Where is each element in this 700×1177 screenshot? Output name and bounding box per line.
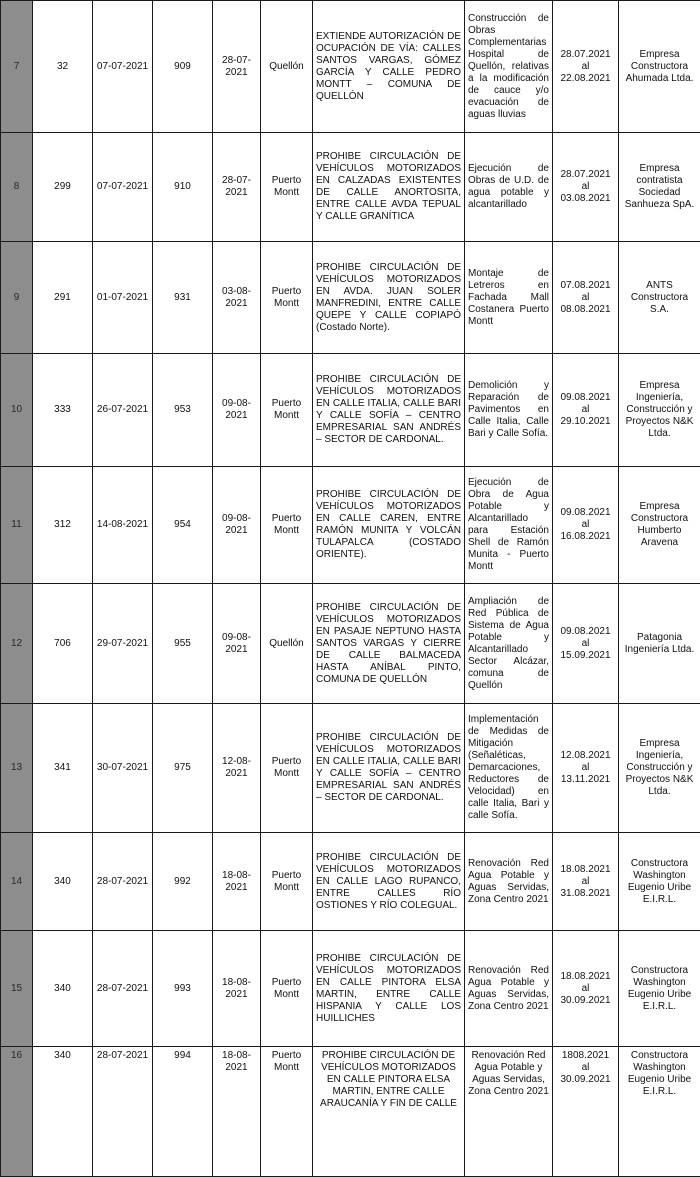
commune: Puerto Montt xyxy=(261,931,313,1047)
work-description: Ampliación de Red Pública de Sistema de Agua Potable y Alcantarillado Sector Alcázar, comuna de Quellón xyxy=(465,584,553,704)
date-al: al xyxy=(581,519,590,530)
resolution-number: 909 xyxy=(153,1,213,133)
row-number: 7 xyxy=(1,1,33,133)
date-to: 30.09.2021 xyxy=(560,1074,611,1085)
date-al: al xyxy=(581,291,590,303)
row-number: 14 xyxy=(1,833,33,931)
traffic-description: PROHIBE CIRCULACIÓN DE VEHÍCULOS MOTORIZADOS EN CALLE PINTORA ELSA MARTIN, ENTRE CALLE ARAUCANÍA Y FIN DE CALLE xyxy=(313,1047,465,1177)
table-row xyxy=(1,133,700,242)
request-number: 291 xyxy=(33,242,93,354)
request-number: 340 xyxy=(33,1047,93,1177)
date-to: 15.09.2021 xyxy=(560,649,611,661)
table-row xyxy=(1,354,700,467)
date-to: 16.08.2021 xyxy=(560,531,611,542)
date-from: 09.08.2021 xyxy=(560,507,611,518)
resolution-date: 09-08-2021 xyxy=(213,354,261,467)
row-number: 15 xyxy=(1,931,33,1047)
resolution-number: 954 xyxy=(153,467,213,584)
traffic-description: EXTIENDE AUTORIZACIÓN DE OCUPACIÓN DE VÍA: CALLES SANTOS VARGAS, GÓMEZ GARCÍA Y CALLE PEDRO MONTT – COMUNA DE QUELLÓN xyxy=(313,1,465,133)
table-row xyxy=(1,467,700,584)
date-range xyxy=(553,467,619,584)
resolution-number: 955 xyxy=(153,584,213,704)
date-from: 07.08.2021 xyxy=(560,279,611,291)
resolution-date: 18-08-2021 xyxy=(213,833,261,931)
date-range xyxy=(553,242,619,354)
request-number: 341 xyxy=(33,704,93,833)
date-range xyxy=(553,1,619,133)
date-al: al xyxy=(581,404,590,415)
resolution-number: 910 xyxy=(153,133,213,242)
request-number: 706 xyxy=(33,584,93,704)
commune: Puerto Montt xyxy=(261,242,313,354)
resolution-number: 953 xyxy=(153,354,213,467)
work-description: Renovación Red Agua Potable y Aguas Servidas, Zona Centro 2021 xyxy=(465,931,553,1047)
date-from: 09.08.2021 xyxy=(560,392,611,403)
date-from: 18.08.2021 xyxy=(560,863,611,875)
work-description: Renovación Red Agua Potable y Aguas Servidas, Zona Centro 2021 xyxy=(465,1047,553,1177)
work-description: Implementación de Medidas de Mitigación (Señaléticas, Demarcaciones, Reductores de Velocidad) en calle Italia, Bari y calle Sofía. xyxy=(465,704,553,833)
resolution-number: 994 xyxy=(153,1047,213,1177)
company: Constructora Washington Eugenio Uribe E.I.R.L. xyxy=(619,931,700,1047)
row-number: 12 xyxy=(1,584,33,704)
traffic-description: PROHIBE CIRCULACIÓN DE VEHÍCULOS MOTORIZADOS EN CALZADAS EXISTENTES DE CALLE ANORTOSITA, ENTRE CALLE AVDA TEPUAL Y CALLE GRANÍTICA xyxy=(313,133,465,242)
date-to: 22.08.2021 xyxy=(560,72,611,84)
request-date: 14-08-2021 xyxy=(93,467,153,584)
work-description: Construcción de Obras Complementarias Hospital de Quellón, relativas a la modificación de cauce y/o evacuación de aguas lluvias xyxy=(465,1,553,133)
commune: Puerto Montt xyxy=(261,467,313,584)
resolution-date: 03-08-2021 xyxy=(213,242,261,354)
date-al: al xyxy=(581,762,590,773)
date-range xyxy=(553,584,619,704)
date-to: 29.10.2021 xyxy=(560,416,611,427)
row-number: 13 xyxy=(1,704,33,833)
date-from: 1808.2021 xyxy=(561,1050,610,1061)
commune: Quellón xyxy=(261,1,313,133)
date-range xyxy=(553,133,619,242)
traffic-description: PROHIBE CIRCULACIÓN DE VEHÍCULOS MOTORIZADOS EN CALLE ITALIA, CALLE BARI Y CALLE SOFÍA – CENTRO EMPRESARIAL SAN ANDRÉS – SECTOR DE CARDONAL. xyxy=(313,354,465,467)
resolution-date: 18-08-2021 xyxy=(213,1047,261,1177)
date-from: 12.08.2021 xyxy=(560,750,611,761)
work-description: Renovación Red Agua Potable y Aguas Servidas, Zona Centro 2021 xyxy=(465,833,553,931)
request-number: 333 xyxy=(33,354,93,467)
date-range xyxy=(553,354,619,467)
request-date: 28-07-2021 xyxy=(93,1047,153,1177)
company: Patagonia Ingeniería Ltda. xyxy=(619,584,700,704)
table-row xyxy=(1,242,700,354)
traffic-description: PROHIBE CIRCULACIÓN DE VEHÍCULOS MOTORIZADOS EN CALLE LAGO RUPANCO, ENTRE CALLES RÍO OSTIONES Y RÍO COLEGUAL. xyxy=(313,833,465,931)
request-date: 28-07-2021 xyxy=(93,833,153,931)
commune: Puerto Montt xyxy=(261,354,313,467)
commune: Puerto Montt xyxy=(261,833,313,931)
company: Empresa Constructora Humberto Aravena xyxy=(619,467,700,584)
request-date: 28-07-2021 xyxy=(93,931,153,1047)
commune: Puerto Montt xyxy=(261,704,313,833)
date-al: al xyxy=(581,181,590,192)
resolution-date: 09-08-2021 xyxy=(213,584,261,704)
row-number: 16 xyxy=(1,1047,33,1177)
traffic-description: PROHIBE CIRCULACIÓN DE VEHÍCULOS MOTORIZADOS EN PASAJE NEPTUNO HASTA SANTOS VARGAS Y CIERRE DE CALLE BALMACEDA HASTA ANÍBAL PINTO, COMUNA DE QUELLÓN xyxy=(313,584,465,704)
resolution-date: 28-07-2021 xyxy=(213,1,261,133)
date-to: 08.08.2021 xyxy=(560,303,611,315)
resolution-number: 992 xyxy=(153,833,213,931)
commune: Puerto Montt xyxy=(261,1047,313,1177)
table-row xyxy=(1,584,700,704)
company: Constructora Washington Eugenio Uribe E.I.R.L. xyxy=(619,833,700,931)
row-number: 8 xyxy=(1,133,33,242)
date-al: al xyxy=(581,875,590,887)
resolution-date: 28-07-2021 xyxy=(213,133,261,242)
resolution-number: 975 xyxy=(153,704,213,833)
date-al: al xyxy=(581,982,590,994)
table-row xyxy=(1,704,700,833)
date-to: 03.08.2021 xyxy=(560,193,611,204)
date-range xyxy=(553,1047,619,1177)
resolution-number: 931 xyxy=(153,242,213,354)
request-date: 07-07-2021 xyxy=(93,1,153,133)
work-description: Demolición y Reparación de Pavimentos en Calle Italia, Calle Bari y Calle Sofía. xyxy=(465,354,553,467)
request-date: 07-07-2021 xyxy=(93,133,153,242)
request-date: 30-07-2021 xyxy=(93,704,153,833)
resolution-date: 09-08-2021 xyxy=(213,467,261,584)
date-from: 28.07.2021 xyxy=(560,48,611,60)
company: Empresa Ingeniería, Construcción y Proyectos N&K Ltda. xyxy=(619,354,700,467)
date-to: 31.08.2021 xyxy=(560,887,611,899)
table-row xyxy=(1,931,700,1047)
date-range xyxy=(553,931,619,1047)
work-description: Ejecución de Obra de Agua Potable y Alcantarillado para Estación Shell de Ramón Munita - Puerto Montt xyxy=(465,467,553,584)
traffic-description: PROHIBE CIRCULACIÓN DE VEHÍCULOS MOTORIZADOS EN AVDA. JUAN SOLER MANFREDINI, ENTRE CALLE QUEPE Y CALLE COPIAPÓ (Costado Norte). xyxy=(313,242,465,354)
work-description: Ejecución de Obras de U.D. de agua potable y alcantarillado xyxy=(465,133,553,242)
row-number: 10 xyxy=(1,354,33,467)
date-to: 30.09.2021 xyxy=(560,994,611,1006)
table-row xyxy=(1,1,700,133)
request-number: 32 xyxy=(33,1,93,133)
company: ANTS Constructora S.A. xyxy=(619,242,700,354)
work-description: Montaje de Letreros en Fachada Mall Costanera Puerto Montt xyxy=(465,242,553,354)
date-from: 18.08.2021 xyxy=(560,970,611,982)
table-row xyxy=(1,1047,700,1177)
table-row xyxy=(1,833,700,931)
date-al: al xyxy=(581,1062,590,1073)
date-from: 09.08.2021 xyxy=(560,625,611,637)
date-range xyxy=(553,704,619,833)
company: Constructora Washington Eugenio Uribe E.I.R.L. xyxy=(619,1047,700,1177)
company: Empresa Ingeniería, Construcción y Proyectos N&K Ltda. xyxy=(619,704,700,833)
date-from: 28.07.2021 xyxy=(560,169,611,180)
resolution-number: 993 xyxy=(153,931,213,1047)
request-number: 312 xyxy=(33,467,93,584)
resolution-date: 18-08-2021 xyxy=(213,931,261,1047)
row-number: 11 xyxy=(1,467,33,584)
resolution-date: 12-08-2021 xyxy=(213,704,261,833)
traffic-description: PROHIBE CIRCULACIÓN DE VEHÍCULOS MOTORIZADOS EN CALLE CAREN, ENTRE RAMÓN MUNITA Y VOLCÁN TULAPALCA (COSTADO ORIENTE). xyxy=(313,467,465,584)
company: Empresa contratista Sociedad Sanhueza SpA. xyxy=(619,133,700,242)
date-al: al xyxy=(581,637,590,649)
request-number: 340 xyxy=(33,931,93,1047)
request-date: 26-07-2021 xyxy=(93,354,153,467)
request-date: 29-07-2021 xyxy=(93,584,153,704)
commune: Puerto Montt xyxy=(261,133,313,242)
request-number: 299 xyxy=(33,133,93,242)
request-date: 01-07-2021 xyxy=(93,242,153,354)
row-number: 9 xyxy=(1,242,33,354)
company: Empresa Constructora Ahumada Ltda. xyxy=(619,1,700,133)
commune: Quellón xyxy=(261,584,313,704)
date-range xyxy=(553,833,619,931)
date-to: 13.11.2021 xyxy=(560,774,611,785)
traffic-description: PROHIBE CIRCULACIÓN DE VEHÍCULOS MOTORIZADOS EN CALLE ITALIA, CALLE BARI Y CALLE SOFÍA – CENTRO EMPRESARIAL SAN ANDRÉS – SECTOR DE CARDONAL. xyxy=(313,704,465,833)
request-number: 340 xyxy=(33,833,93,931)
date-al: al xyxy=(581,60,590,72)
traffic-description: PROHIBE CIRCULACIÓN DE VEHÍCULOS MOTORIZADOS EN CALLE PINTORA ELSA MARTIN, ENTRE CALLE HISPANIA Y CALLE LOS HUILLICHES xyxy=(313,931,465,1047)
